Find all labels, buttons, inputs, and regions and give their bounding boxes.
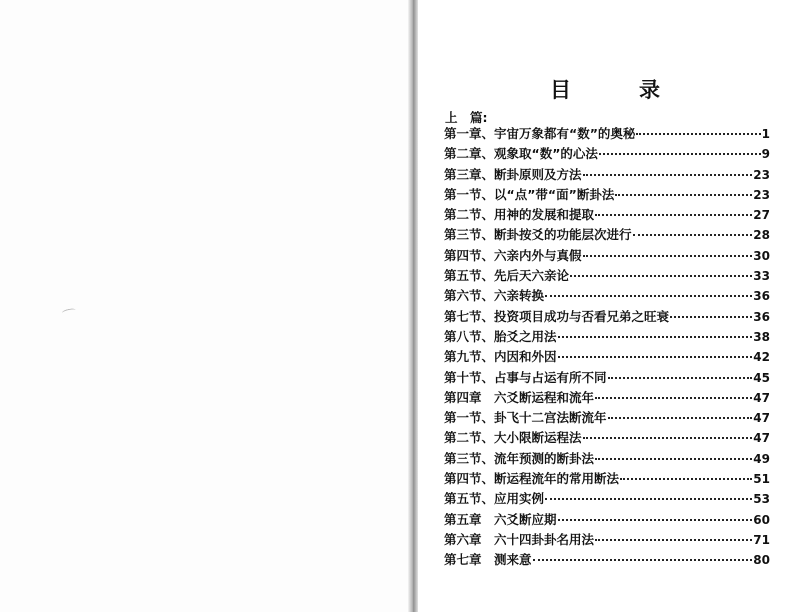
dot-leader [583, 436, 753, 439]
toc-entry-title: 第六节、六亲转换 [444, 288, 545, 304]
toc-entry-title: 第一节、卦飞十二宫法断流年 [444, 410, 607, 426]
toc-entry-page: 60 [753, 512, 770, 527]
toc-entry[interactable] [444, 144, 770, 164]
toc-entry[interactable] [444, 246, 770, 266]
toc-entry[interactable] [444, 489, 770, 509]
toc-entry[interactable] [444, 124, 770, 144]
toc-entry-page: 47 [753, 411, 770, 426]
toc-entry-title: 第二章、观象取“数”的心法 [444, 146, 598, 162]
dot-leader [595, 538, 752, 541]
toc-entry[interactable] [444, 347, 770, 367]
toc-entry[interactable] [444, 388, 770, 408]
toc-entry[interactable] [444, 368, 770, 388]
toc-entry-title: 第四章 六爻断运程和流年 [444, 389, 595, 405]
toc-entry-title: 第九节、内因和外因 [444, 349, 557, 365]
toc-entry-title: 第五章 六爻断应期 [444, 511, 557, 527]
toc-entry-title: 第二节、用神的发展和提取 [444, 207, 595, 223]
dot-leader [583, 254, 753, 257]
toc-entry-title: 第七章 测来意 [444, 552, 532, 568]
dot-leader [545, 497, 752, 500]
toc-list [444, 124, 770, 571]
toc-entry-title: 第四节、断运程流年的常用断法 [444, 471, 620, 487]
page-smudge [62, 308, 77, 316]
toc-entry[interactable] [444, 307, 770, 327]
dot-leader [545, 294, 752, 297]
toc-entry-page: 47 [753, 431, 770, 446]
toc-title-char-2: 录 [639, 78, 661, 102]
toc-entry[interactable] [444, 550, 770, 570]
toc-entry-page: 27 [753, 208, 770, 223]
toc-entry-page: 36 [753, 289, 770, 304]
toc-entry-title: 第八节、胎爻之用法 [444, 328, 557, 344]
dot-leader [620, 477, 752, 480]
toc-entry[interactable] [444, 530, 770, 550]
toc-entry-title: 第三章、断卦原则及方法 [444, 166, 582, 182]
toc-entry[interactable] [444, 185, 770, 205]
toc-entry[interactable] [444, 408, 770, 428]
toc-entry[interactable] [444, 327, 770, 347]
toc-entry-page: 42 [753, 350, 770, 365]
toc-entry-page: 53 [753, 492, 770, 507]
toc-entry-title: 第二节、大小限断运程法 [444, 430, 582, 446]
toc-entry-title: 第十节、占事与占运有所不同 [444, 369, 607, 385]
dot-leader [583, 173, 753, 176]
section-label: 上 篇: [445, 110, 488, 125]
dot-leader [633, 233, 753, 236]
toc-entry-page: 33 [753, 269, 770, 284]
toc-entry-page: 28 [753, 228, 770, 243]
toc-entry-page: 38 [753, 329, 770, 344]
dot-leader [595, 213, 752, 216]
toc-entry-page: 23 [753, 187, 770, 202]
toc-entry[interactable] [444, 225, 770, 245]
dot-leader [670, 315, 752, 318]
toc-entry-title: 第五节、先后天六亲论 [444, 268, 570, 284]
toc-entry-page: 47 [753, 390, 770, 405]
toc-entry-title: 第一章、宇宙万象都有“数”的奥秘 [444, 126, 636, 141]
dot-leader [558, 355, 753, 358]
toc-entry-title: 第三节、流年预测的断卦法 [444, 450, 595, 466]
dot-leader [570, 274, 752, 277]
toc-entry-page: 36 [753, 309, 770, 324]
toc-entry[interactable] [444, 205, 770, 225]
dot-leader [636, 132, 760, 135]
toc-entry-page: 80 [753, 553, 770, 568]
toc-entry-page: 9 [761, 147, 770, 162]
dot-leader [533, 558, 753, 561]
book-gutter [408, 0, 418, 612]
toc-entry-title: 第七节、投资项目成功与否看兄弟之旺衰 [444, 308, 670, 324]
dot-leader [599, 152, 761, 155]
dot-leader [595, 457, 752, 460]
dot-leader [608, 376, 753, 379]
dot-leader [558, 518, 753, 521]
toc-entry[interactable] [444, 428, 770, 448]
toc-entry-title: 第一节、以“点”带“面”断卦法 [444, 186, 615, 202]
dot-leader [595, 396, 752, 399]
toc-entry-page: 23 [753, 167, 770, 182]
toc-entry[interactable] [444, 449, 770, 469]
dot-leader [608, 416, 753, 419]
toc-entry[interactable] [444, 266, 770, 286]
toc-entry[interactable] [444, 469, 770, 489]
toc-entry-page: 51 [753, 472, 770, 487]
dot-leader [558, 335, 753, 338]
toc-entry-page: 71 [753, 532, 770, 547]
toc-entry-page: 45 [753, 370, 770, 385]
toc-entry[interactable] [444, 286, 770, 306]
toc-entry[interactable] [444, 510, 770, 530]
toc-entry-title: 第四节、六亲内外与真假 [444, 247, 582, 263]
toc-entry-title: 第五节、应用实例 [444, 491, 545, 507]
toc-entry-page: 30 [753, 248, 770, 263]
toc-entry-page: 49 [753, 451, 770, 466]
toc-entry-title: 第三节、断卦按爻的功能层次进行 [444, 227, 632, 243]
toc-entry[interactable] [444, 165, 770, 185]
toc-entry-page: 1 [761, 127, 770, 141]
dot-leader [615, 193, 752, 196]
toc-title-char-1: 目 [550, 78, 572, 102]
toc-entry-title: 第六章 六十四卦卦名用法 [444, 531, 595, 547]
